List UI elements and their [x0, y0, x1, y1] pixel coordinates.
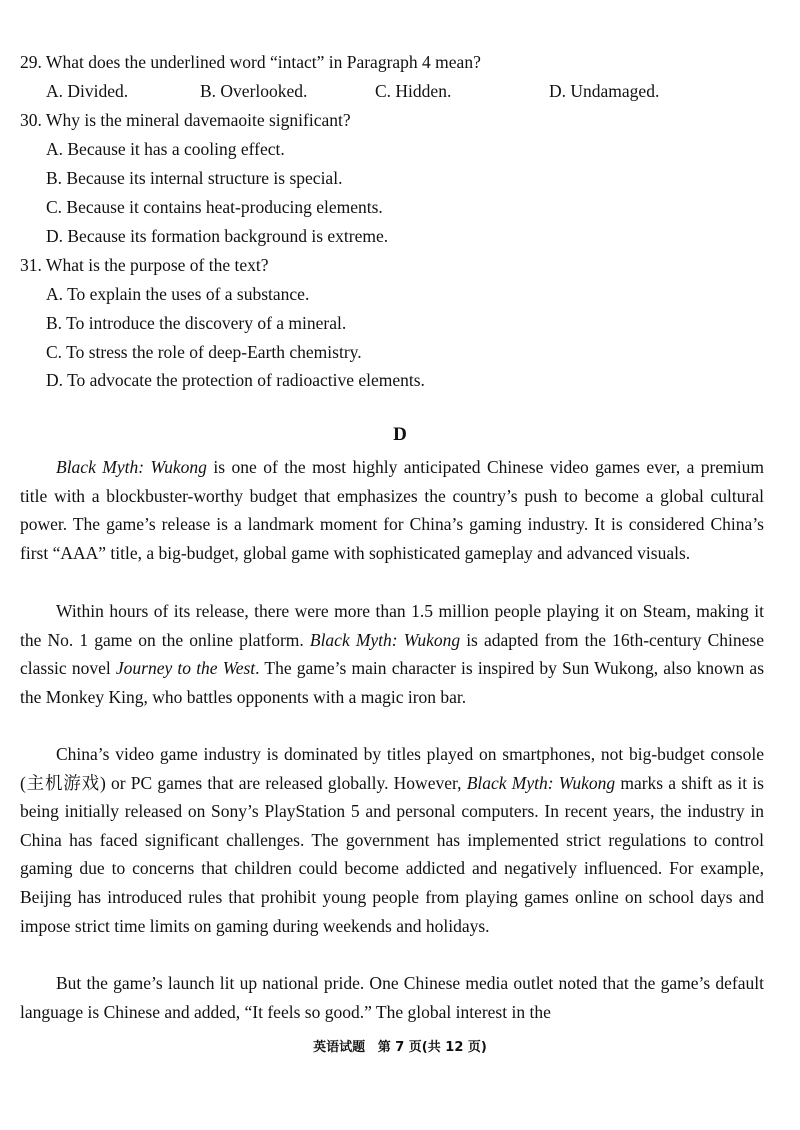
question-29-option-d: D. Undamaged. [549, 81, 660, 101]
question-30-option-b: B. Because its internal structure is special. [46, 168, 343, 188]
passage-paragraph-2 [20, 597, 764, 711]
question-31-option-a: A. To explain the uses of a substance. [46, 284, 310, 304]
question-30-option-d: D. Because its formation background is extreme. [46, 226, 389, 246]
question-30-option-a: A. Because it has a cooling effect. [46, 139, 285, 159]
question-30-option-c: C. Because it contains heat-producing elements. [46, 197, 383, 217]
paragraph-3-text-b: marks a shift as it is being initially released on Sony’s PlayStation 5 and personal computers. In recent years, the industry in China has faced significant challenges. The government has implemented strict regulations to control gaming due to concerns that children could become addicted and negatively influenced. For example, Beijing has introduced rules that prohibit young people from playing games online on school days and impose strict time limits on gaming during weekends and holidays. [20, 772, 764, 936]
passage-paragraph-3 [20, 740, 764, 940]
paragraph-2-text-c: . The game’s main character is inspired by Sun Wukong, also known as the Monkey King, who battles opponents with a magic iron bar. [20, 658, 765, 707]
paragraph-4-text: But the game’s launch lit up national pride. One Chinese media outlet noted that the game’s default language is Chinese and added, “It feels so good.” The global interest in the [20, 973, 764, 1022]
footer-subject: 英语试题 [313, 1040, 366, 1055]
question-29-option-c: C. Hidden. [375, 81, 452, 101]
passage-paragraph-4 [20, 969, 764, 1026]
question-31-option-b: B. To introduce the discovery of a mineral. [46, 313, 347, 333]
game-title: Black Myth: Wukong [56, 457, 207, 477]
footer-page-number: 第 7 页(共 12 页) [377, 1040, 487, 1055]
question-31-option-c: C. To stress the role of deep-Earth chemistry. [46, 342, 362, 362]
game-title: Black Myth: Wukong [309, 629, 461, 650]
question-29-option-b: B. Overlooked. [200, 81, 308, 101]
question-31-option-d: D. To advocate the protection of radioactive elements. [46, 370, 425, 390]
page-footer [0, 1036, 800, 1055]
novel-title: Journey to the West [115, 658, 256, 679]
section-title: D [393, 424, 407, 445]
game-title: Black Myth: Wukong [466, 772, 616, 793]
paragraph-2-text-a: Within hours of its release, there were more than 1.5 million people playing it on Steam, making it the No. 1 game on the online platform. [20, 601, 764, 650]
question-30-stem: 30. Why is the mineral davemaoite significant? [20, 110, 351, 130]
question-29-option-a: A. Divided. [46, 81, 129, 101]
question-29-stem: 29. What does the underlined word “intact” in Paragraph 4 mean? [20, 52, 481, 72]
paragraph-2-text-b: is adapted from the 16th-century Chinese classic novel [20, 629, 764, 679]
paragraph-3-text-a: China’s video game industry is dominated by titles played on smartphones, not big-budget console (主机游戏) or PC games that are released globally. However, [20, 744, 764, 793]
passage-paragraph-1 [20, 453, 764, 567]
question-31-stem: 31. What is the purpose of the text? [20, 255, 269, 275]
paragraph-1-text: is one of the most highly anticipated Chinese video games ever, a premium title with a blockbuster-worthy budget that emphasizes the country’s push to become a global cultural power. The game’s release is a landmark moment for China’s gaming industry. It is considered China’s first “AAA” title, a big-budget, global game with sophisticated gameplay and advanced visuals. [20, 457, 764, 563]
